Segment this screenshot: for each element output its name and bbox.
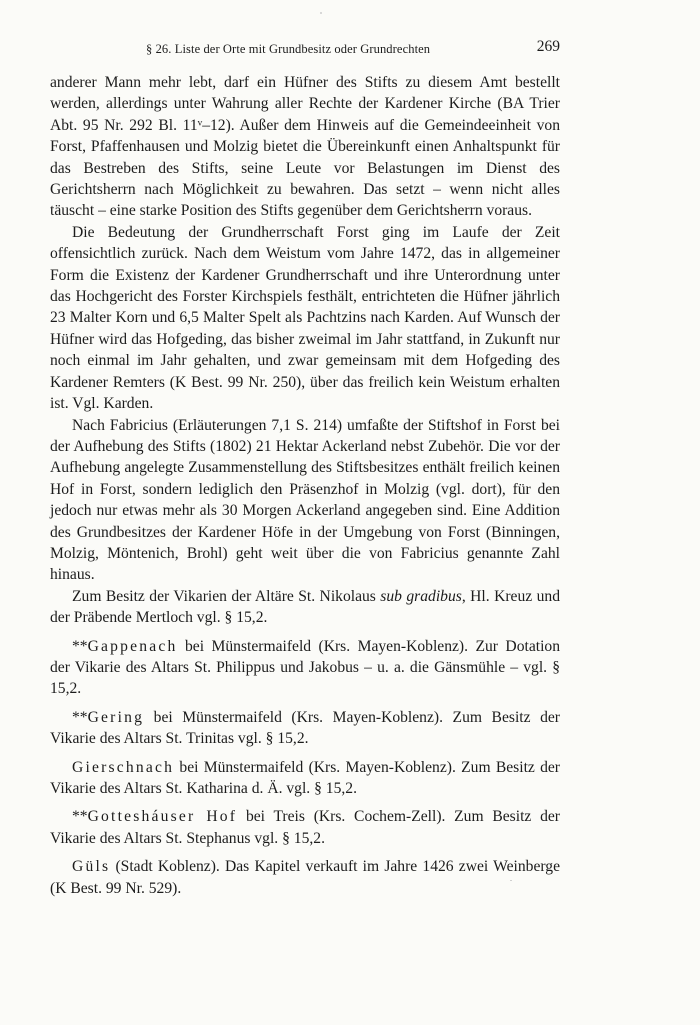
entry-text: bei Münstermaifeld (Krs. Mayen-Koblenz). Zur Dotation der Vikarie des Altars St. Philippus und Jakobus – u. a. die Gänsmühle – vgl. § 15,2.	[50, 637, 560, 698]
entry-marker: **	[72, 637, 88, 655]
place-entry	[50, 757, 560, 800]
entry-marker: **	[72, 708, 88, 726]
entry-text: bei Treis (Krs. Cochem-Zell). Zum Besitz der Vikarie des Altars St. Stephanus vgl. § 15,2.	[50, 808, 560, 847]
place-entry	[50, 806, 560, 849]
place-name: Gering	[87, 708, 145, 726]
place-entry	[50, 636, 560, 700]
place-name: Güls	[72, 858, 111, 876]
body-text	[50, 72, 560, 899]
entry-marker: **	[72, 808, 88, 826]
paragraph	[50, 586, 560, 629]
place-entry	[50, 707, 560, 750]
entry-text: bei Münstermaifeld (Krs. Mayen-Koblenz). Zum Besitz der Vikarie des Altars St. Katharina d. Ä. vgl. § 15,2.	[50, 758, 560, 797]
place-name: Gottesháuser Hof	[87, 808, 238, 826]
running-head	[50, 38, 560, 62]
running-head-title: § 26. Liste der Orte mit Grundbesitz oder Grundrechten	[146, 42, 431, 56]
paragraph: Die Bedeutung der Grundherrschaft Forst ging im Laufe der Zeit offensichtlich zurück. Nach dem Weistum vom Jahre 1472, das in allgemeiner Form die Existenz der Kardener Grundherrschaft und ihre Unterordnung unter das Hochgericht des Forster Kirchspiels festhält, entrichteten die Hüfner jährlich 23 Malter Korn und 6,5 Malter Spelt als Pachtzins nach Karden. Auf Wunsch der Hüfner wird das Hofgeding, das bisher zweimal im Jahr stattfand, in Zukunft nur noch einmal im Jahr gehalten, und zwar gemeinsam mit dem Hofgeding des Kardener Remters (K Best. 99 Nr. 250), über das freilich kein Weistum erhalten ist. Vgl. Karden.	[50, 223, 560, 413]
paragraph: Nach Fabricius (Erläuterungen 7,1 S. 214) umfaßte der Stiftshof in Forst bei der Aufhebung des Stifts (1802) 21 Hektar Ackerland nebst Zubehör. Die vor der Aufhebung angelegte Zusammenstellung des Stiftsbesitzes enthält freilich keinen Hof in Forst, sondern lediglich den Präsenzhof in Molzig (vgl. dort), für den jedoch nur etwas mehr als 30 Morgen Ackerland angegeben sind. Eine Addition des Grundbesitzes der Kardener Höfe in der Umgebung von Forst (Binningen, Molzig, Möntenich, Brohl) geht weit über die von Fabricius genannte Zahl hinaus.	[50, 416, 560, 584]
entry-text: (Stadt Koblenz). Das Kapitel verkauft im Jahre 1426 zwei Weinberge (K Best. 99 Nr. 529).	[50, 858, 560, 897]
place-name: Gierschnach	[72, 758, 175, 776]
paragraph-continuation: anderer Mann mehr lebt, darf ein Hüfner des Stifts zu diesem Amt bestellt werden, allerdings unter Wahrung aller Rechte der Kardener Kirche (BA Trier Abt. 95 Nr. 292 Bl. 11ᵛ–12). Außer dem Hinweis auf die Gemeindeeinheit von Forst, Pfaffenhausen und Molzig bietet die Übereinkunft einen Anhaltspunkt für das Bestreben des Stifts, seine Leute vor Belastungen im Dienst des Gerichtsherrn nach Möglichkeit zu bewahren. Das setzt – wenn nicht alles täuscht – eine starke Position des Stifts gegenüber dem Gerichtsherrn voraus.	[50, 74, 560, 220]
scan-speck	[320, 12, 322, 14]
scan-speck	[510, 880, 512, 881]
place-name: Gappenach	[87, 637, 178, 655]
place-entry	[50, 856, 560, 899]
page-number: 269	[536, 38, 560, 55]
paragraph-text: , Hl. Kreuz und der Präbende Mertloch vgl. § 15,2.	[50, 587, 560, 627]
paragraph-text: Zum Besitz der Vikarien der Altäre St. Nikolaus	[72, 587, 381, 605]
latin-term: sub gradibus	[380, 587, 462, 605]
entry-text: bei Münstermaifeld (Krs. Mayen-Koblenz). Zum Besitz der Vikarie des Altars St. Trinitas vgl. § 15,2.	[50, 708, 560, 748]
